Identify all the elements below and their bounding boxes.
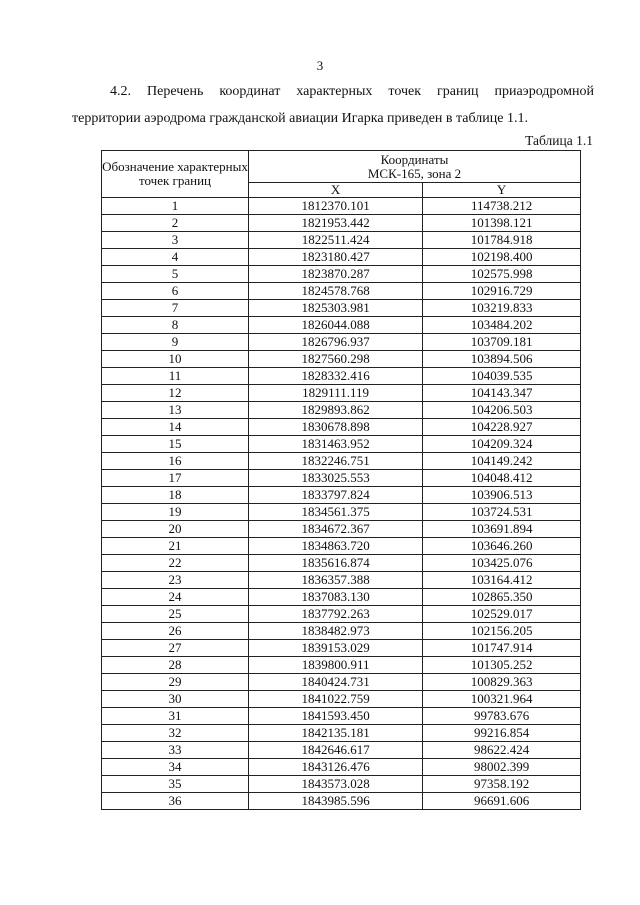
point-number-cell: 13 [102,402,249,419]
x-coordinate-cell: 1841022.759 [249,691,423,708]
y-coordinate-cell: 100829.363 [423,674,581,691]
point-number-cell: 19 [102,504,249,521]
y-coordinate-cell: 104149.242 [423,453,581,470]
point-number-cell: 28 [102,657,249,674]
header-coordinate-system: МСК-165, зона 2 [367,165,462,181]
y-coordinate-cell: 114738.212 [423,198,581,215]
y-coordinate-cell: 97358.192 [423,776,581,793]
y-coordinate-cell: 103484.202 [423,317,581,334]
table-row [102,623,581,640]
table-row [102,487,581,504]
header-x: X [249,183,423,198]
y-coordinate-cell: 103724.531 [423,504,581,521]
x-coordinate-cell: 1824578.768 [249,283,423,300]
point-number-cell: 17 [102,470,249,487]
x-coordinate-cell: 1840424.731 [249,674,423,691]
y-coordinate-cell: 98622.424 [423,742,581,759]
y-coordinate-cell: 99216.854 [423,725,581,742]
point-number-cell: 4 [102,249,249,266]
paragraph-line-2: территории аэродрома гражданской авиации Игарка приведен в таблице 1.1. [72,111,528,126]
y-coordinate-cell: 104206.503 [423,402,581,419]
header-y: Y [423,183,581,198]
x-coordinate-cell: 1822511.424 [249,232,423,249]
point-number-cell: 12 [102,385,249,402]
x-coordinate-cell: 1834863.720 [249,538,423,555]
y-coordinate-cell: 103906.513 [423,487,581,504]
point-number-cell: 10 [102,351,249,368]
x-coordinate-cell: 1839153.029 [249,640,423,657]
x-coordinate-cell: 1812370.101 [249,198,423,215]
table-row [102,776,581,793]
x-coordinate-cell: 1842646.617 [249,742,423,759]
x-coordinate-cell: 1830678.898 [249,419,423,436]
table-row [102,589,581,606]
page-number: 3 [316,58,324,73]
x-coordinate-cell: 1843573.028 [249,776,423,793]
x-coordinate-cell: 1823180.427 [249,249,423,266]
point-number-cell: 26 [102,623,249,640]
x-coordinate-cell: 1842135.181 [249,725,423,742]
point-number-cell: 8 [102,317,249,334]
table-row [102,691,581,708]
x-coordinate-cell: 1835616.874 [249,555,423,572]
point-number-cell: 15 [102,436,249,453]
y-coordinate-cell: 101784.918 [423,232,581,249]
point-number-cell: 3 [102,232,249,249]
x-coordinate-cell: 1837792.263 [249,606,423,623]
table-row [102,725,581,742]
x-coordinate-cell: 1836357.388 [249,572,423,589]
point-number-cell: 22 [102,555,249,572]
y-coordinate-cell: 102156.205 [423,623,581,640]
table-row [102,215,581,232]
header-coordinates-title: Координаты [380,151,449,167]
point-number-cell: 24 [102,589,249,606]
table-row [102,470,581,487]
point-number-cell: 6 [102,283,249,300]
table-row [102,640,581,657]
x-coordinate-cell: 1843985.596 [249,793,423,810]
table-row [102,674,581,691]
y-coordinate-cell: 102865.350 [423,589,581,606]
y-coordinate-cell: 103219.833 [423,300,581,317]
y-coordinate-cell: 98002.399 [423,759,581,776]
x-coordinate-cell: 1831463.952 [249,436,423,453]
table-row [102,283,581,300]
point-number-cell: 33 [102,742,249,759]
point-number-cell: 32 [102,725,249,742]
table-row [102,538,581,555]
point-number-cell: 23 [102,572,249,589]
point-number-cell: 16 [102,453,249,470]
y-coordinate-cell: 103709.181 [423,334,581,351]
point-number-cell: 21 [102,538,249,555]
table-row [102,419,581,436]
table-row [102,385,581,402]
table-row [102,504,581,521]
y-coordinate-cell: 101747.914 [423,640,581,657]
point-number-cell: 29 [102,674,249,691]
table-row [102,334,581,351]
table-row [102,402,581,419]
x-coordinate-cell: 1837083.130 [249,589,423,606]
y-coordinate-cell: 102529.017 [423,606,581,623]
x-coordinate-cell: 1834672.367 [249,521,423,538]
point-number-cell: 30 [102,691,249,708]
y-coordinate-cell: 104048.412 [423,470,581,487]
x-coordinate-cell: 1829111.119 [249,385,423,402]
table-row [102,521,581,538]
y-coordinate-cell: 101398.121 [423,215,581,232]
point-number-cell: 25 [102,606,249,623]
point-number-cell: 5 [102,266,249,283]
table-row [102,351,581,368]
header-coordinates [249,151,581,183]
point-number-cell: 2 [102,215,249,232]
x-coordinate-cell: 1826044.088 [249,317,423,334]
point-number-cell: 9 [102,334,249,351]
table-row [102,368,581,385]
y-coordinate-cell: 101305.252 [423,657,581,674]
point-number-cell: 27 [102,640,249,657]
point-number-cell: 34 [102,759,249,776]
x-coordinate-cell: 1825303.981 [249,300,423,317]
y-coordinate-cell: 104143.347 [423,385,581,402]
point-number-cell: 31 [102,708,249,725]
x-coordinate-cell: 1828332.416 [249,368,423,385]
point-number-cell: 36 [102,793,249,810]
x-coordinate-cell: 1826796.937 [249,334,423,351]
point-number-cell: 7 [102,300,249,317]
x-coordinate-cell: 1829893.862 [249,402,423,419]
x-coordinate-cell: 1843126.476 [249,759,423,776]
y-coordinate-cell: 102916.729 [423,283,581,300]
coordinates-table [101,150,581,810]
table-row [102,232,581,249]
y-coordinate-cell: 103646.260 [423,538,581,555]
table-row [102,453,581,470]
point-number-cell: 20 [102,521,249,538]
point-number-cell: 14 [102,419,249,436]
paragraph-line-1: 4.2. Перечень координат характерных точек границ приаэродромной [110,84,594,99]
table-row [102,436,581,453]
y-coordinate-cell: 103425.076 [423,555,581,572]
x-coordinate-cell: 1827560.298 [249,351,423,368]
table-caption: Таблица 1.1 [525,133,593,148]
table-row [102,555,581,572]
x-coordinate-cell: 1839800.911 [249,657,423,674]
y-coordinate-cell: 102198.400 [423,249,581,266]
table-row [102,742,581,759]
y-coordinate-cell: 100321.964 [423,691,581,708]
table-row [102,198,581,215]
table-row [102,657,581,674]
table-row [102,317,581,334]
point-number-cell: 35 [102,776,249,793]
y-coordinate-cell: 103894.506 [423,351,581,368]
y-coordinate-cell: 103164.412 [423,572,581,589]
x-coordinate-cell: 1838482.973 [249,623,423,640]
y-coordinate-cell: 96691.606 [423,793,581,810]
x-coordinate-cell: 1833025.553 [249,470,423,487]
x-coordinate-cell: 1841593.450 [249,708,423,725]
x-coordinate-cell: 1834561.375 [249,504,423,521]
y-coordinate-cell: 104228.927 [423,419,581,436]
y-coordinate-cell: 99783.676 [423,708,581,725]
table-row [102,266,581,283]
table-row [102,300,581,317]
point-number-cell: 11 [102,368,249,385]
table-row [102,249,581,266]
x-coordinate-cell: 1823870.287 [249,266,423,283]
table-body [102,198,581,810]
x-coordinate-cell: 1832246.751 [249,453,423,470]
point-number-cell: 1 [102,198,249,215]
point-number-cell: 18 [102,487,249,504]
table-row [102,606,581,623]
y-coordinate-cell: 104209.324 [423,436,581,453]
y-coordinate-cell: 104039.535 [423,368,581,385]
table-row [102,759,581,776]
y-coordinate-cell: 103691.894 [423,521,581,538]
y-coordinate-cell: 102575.998 [423,266,581,283]
x-coordinate-cell: 1821953.442 [249,215,423,232]
header-designation: Обозначение характерных точек границ [102,151,249,198]
x-coordinate-cell: 1833797.824 [249,487,423,504]
table-row [102,708,581,725]
table-row [102,572,581,589]
table-row [102,793,581,810]
